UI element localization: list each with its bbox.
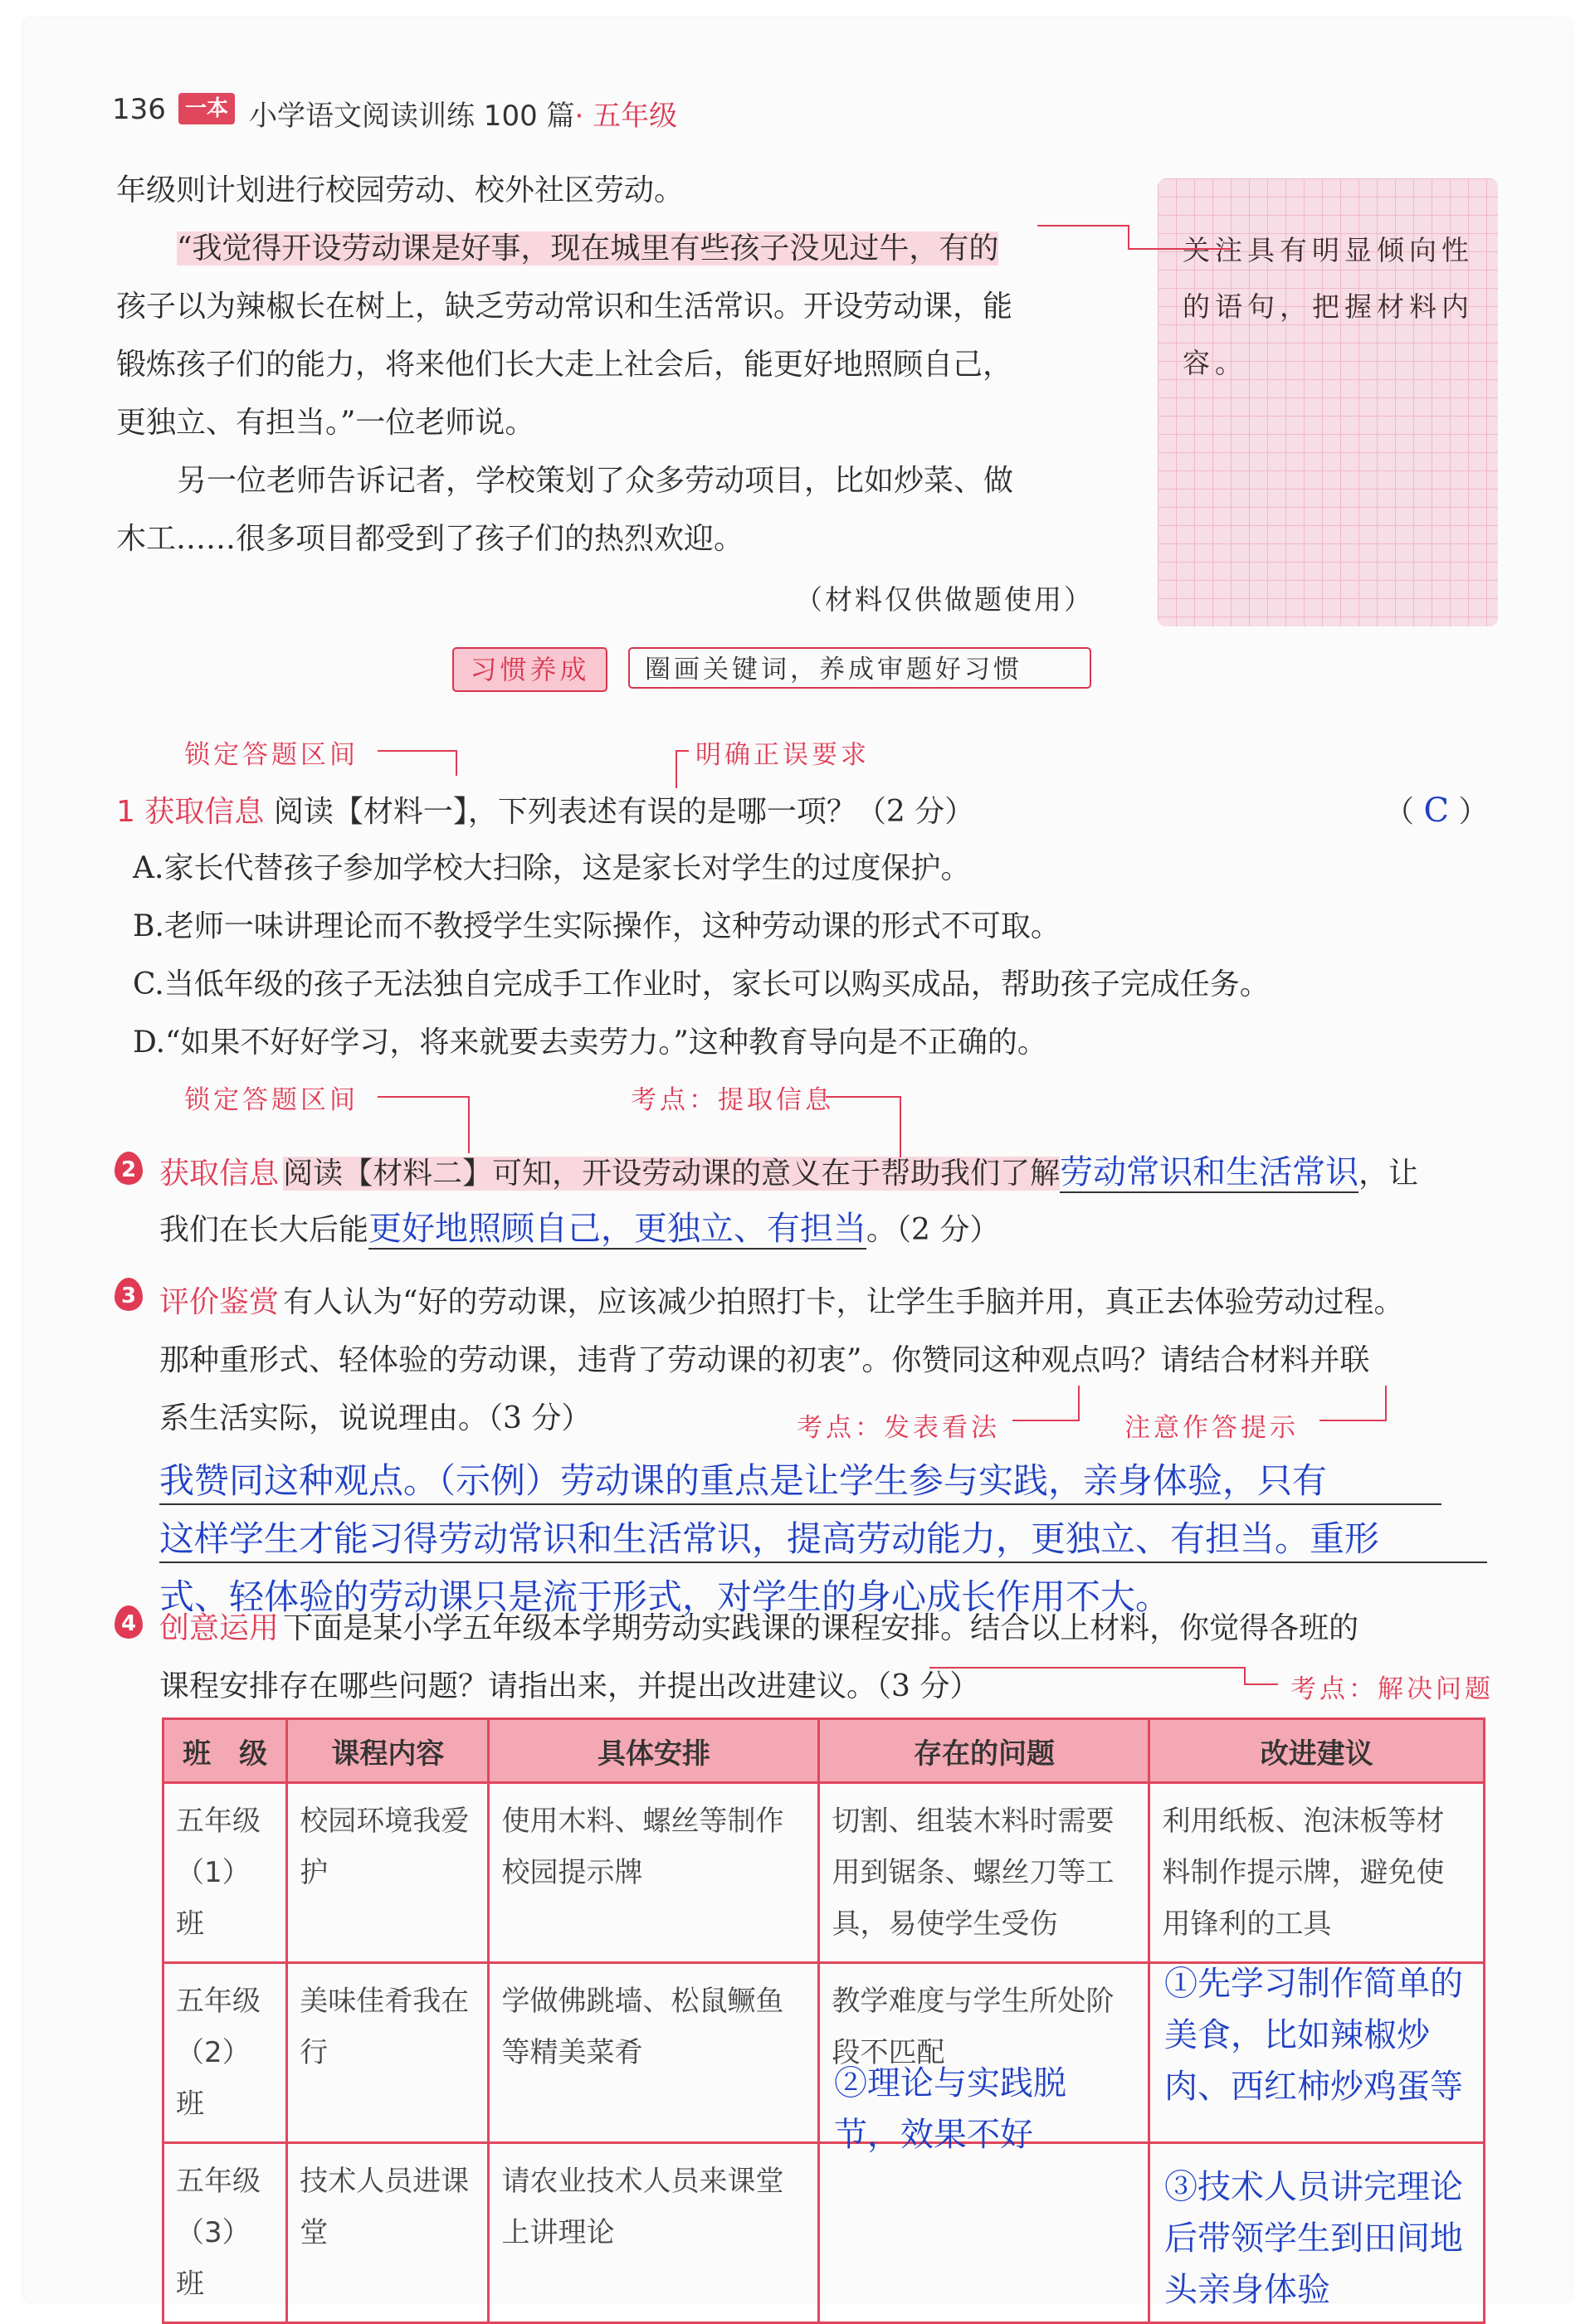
material-p1-line4: 更独立、有担当。”一位老师说。 xyxy=(116,406,535,440)
q1-option-c: C.当低年级的孩子无法独自完成手工作业时，家长可以购买成品，帮助孩子完成任务。 xyxy=(133,967,1270,1001)
q3-answer-line-1: 我赞同这种观点。（示例）劳动课的重点是让学生参与实践，亲身体验，只有 xyxy=(159,1454,1441,1505)
q1-answer-bracket-left: （ xyxy=(1384,795,1415,829)
th-content: 课程内容 xyxy=(287,1719,489,1783)
cell-problem: 切割、组装木料时需要用到锯条、螺丝刀等工具，易使学生受伤 xyxy=(819,1783,1149,1963)
q2-stem-a-text: 阅读【材料二】可知，开设劳动课的意义在于帮助我们了解 xyxy=(283,1157,1061,1191)
material-line-0: 年级则计划进行校园劳动、校外社区劳动。 xyxy=(116,173,685,207)
arrow-lock-1 xyxy=(378,751,456,776)
q1-option-d: D.“如果不好好学习，将来就要去卖劳力。”这种教育导向是不正确的。 xyxy=(133,1026,1047,1060)
cell-content: 美味佳肴我在行 xyxy=(287,1963,489,2143)
cell-class: 五年级（3）班 xyxy=(163,2143,287,2323)
grade-label: · 五年级 xyxy=(574,100,678,133)
material-p1-line3: 锻炼孩子们的能力，将来他们长大走上社会后，能更好地照顾自己， xyxy=(116,348,1013,382)
q1-answer-bracket-right: ） xyxy=(1458,795,1489,829)
cell-arrangement: 使用木料、螺丝等制作校园提示牌 xyxy=(489,1783,819,1963)
q3-answer-line-3: 式、轻体验的劳动课只是流于形式，对学生的身心成长作用不大。 xyxy=(159,1576,1171,1617)
hand-answer-r2-suggestion: ①先学习制作简单的美食，比如辣椒炒肉、西红柿炒鸡蛋等 xyxy=(1164,1965,1463,2106)
th-arrangement: 具体安排 xyxy=(489,1719,819,1783)
note-opinion: 考点：发表看法 xyxy=(797,1413,1000,1443)
q1-stem: 阅读【材料一】，下列表述有误的是哪一项？（2 分） xyxy=(273,795,975,829)
cell-content: 技术人员进课堂 xyxy=(287,2143,489,2323)
q2-blank-1: 劳动常识和生活常识 xyxy=(1060,1153,1359,1191)
book-title-text: 小学语文阅读训练 100 篇 xyxy=(249,100,575,133)
q2-tag: 获取信息 xyxy=(159,1157,280,1191)
arrow-solve xyxy=(929,1668,1278,1684)
q4-l1: 下面是某小学五年级本学期劳动实践课的课程安排。结合以上材料，你觉得各班的 xyxy=(283,1611,1359,1645)
q3-l2-text: 那种重形式、轻体验的劳动课，违背了劳动课的初衷”。你赞同这种观点吗？请结合材料并联 xyxy=(159,1343,1370,1377)
arrow-true-false xyxy=(676,751,689,788)
q3-number: 3 xyxy=(115,1278,143,1311)
q1-number: 1 xyxy=(116,795,135,829)
cell-suggestion: 利用纸板、泡沫板等材料制作提示牌，避免使用锋利的工具 xyxy=(1149,1783,1485,1963)
habit-label: 习惯养成 xyxy=(452,647,607,692)
side-tip-text: 关注具有明显倾向性的语句，把握材料内容。 xyxy=(1183,234,1474,379)
q1-option-b: B.老师一味讲理论而不教授学生实际操作，这种劳动课的形式不可取。 xyxy=(133,909,1061,943)
cell-arrangement: 学做佛跳墙、松鼠鳜鱼等精美菜肴 xyxy=(489,1963,819,2143)
arrow-extract xyxy=(826,1097,900,1157)
arrow-opinion xyxy=(1012,1386,1079,1420)
q2-number: 2 xyxy=(115,1152,143,1185)
th-suggestion: 改进建议 xyxy=(1149,1719,1485,1783)
habit-text: 圈画关键词，养成审题好习惯 xyxy=(628,647,1091,689)
q2-stem-b: ，让 xyxy=(1358,1157,1419,1191)
q3-tag: 评价鉴赏 xyxy=(159,1285,280,1319)
q3-l3: 系生活实际，说说理由。（3 分） xyxy=(159,1401,592,1435)
material-p2-line2: 木工……很多项目都受到了孩子们的热烈欢迎。 xyxy=(116,522,744,556)
hand-answer-r3-problem: ②理论与实践脱节，效果不好 xyxy=(834,2064,1066,2154)
q4-tag: 创意运用 xyxy=(159,1611,280,1645)
q4-l2: 课程安排存在哪些问题？请指出来，并提出改进建议。（3 分） xyxy=(159,1669,980,1703)
note-lock-range-2: 锁定答题区间 xyxy=(184,1085,359,1115)
note-solve-problem: 考点：解决问题 xyxy=(1290,1674,1494,1704)
page-number: 136 xyxy=(112,93,166,126)
q1-option-a: A.家长代替孩子参加学校大扫除，这是家长对学生的过度保护。 xyxy=(133,851,971,885)
q2-blank-2: 更好地照顾自己，更独立、有担当 xyxy=(368,1210,867,1248)
arrow-hint xyxy=(1319,1386,1386,1420)
th-class: 班 级 xyxy=(163,1719,287,1783)
cell-class: 五年级（2）班 xyxy=(163,1963,287,2143)
material-p1-line1-text: “我觉得开设劳动课是好事，现在城里有些孩子没见过牛，有的 xyxy=(177,231,999,266)
material-p1-line2: 孩子以为辣椒长在树上，缺乏劳动常识和生活常识。开设劳动课，能 xyxy=(116,290,1013,324)
material-source: （材料仅供做题使用） xyxy=(795,583,1094,616)
note-answer-hint: 注意作答提示 xyxy=(1124,1413,1299,1443)
arrow-lock-2 xyxy=(378,1097,469,1153)
arrow-tip xyxy=(1037,226,1232,249)
q3-answer-line-2: 这样学生才能习得劳动常识和生活常识，提高劳动能力，更独立、有担当。重形 xyxy=(159,1512,1487,1563)
q2-stem-d: 。（2 分） xyxy=(866,1213,1000,1247)
q3-l1: 有人认为“好的劳动课，应该减少拍照打卡，让学生手脑并用，真正去体验劳动过程。 xyxy=(283,1285,1404,1319)
q4-number: 4 xyxy=(115,1605,143,1639)
q2-stem-c: 我们在长大后能 xyxy=(159,1213,369,1247)
hand-answer-r3-suggestion: ③技术人员讲完理论后带领学生到田间地头亲身体验 xyxy=(1164,2168,1463,2309)
book-logo: 一本 xyxy=(178,93,235,124)
cell-arrangement: 请农业技术人员来课堂上讲理论 xyxy=(489,2143,819,2323)
q1-answer: C xyxy=(1423,792,1450,830)
note-extract-info: 考点：提取信息 xyxy=(631,1085,834,1115)
material-p2-line1: 另一位老师告诉记者，学校策划了众多劳动项目，比如炒菜、做 xyxy=(177,464,1014,498)
cell-content: 校园环境我爱护 xyxy=(287,1783,489,1963)
th-problem: 存在的问题 xyxy=(819,1719,1149,1783)
q1-tag: 获取信息 xyxy=(144,795,265,829)
note-lock-range-1: 锁定答题区间 xyxy=(184,740,359,770)
cell-problem: 教学难度与学生所处阶段不匹配 xyxy=(819,1963,1149,2143)
note-true-false: 明确正误要求 xyxy=(695,740,870,770)
cell-class: 五年级（1）班 xyxy=(163,1783,287,1963)
